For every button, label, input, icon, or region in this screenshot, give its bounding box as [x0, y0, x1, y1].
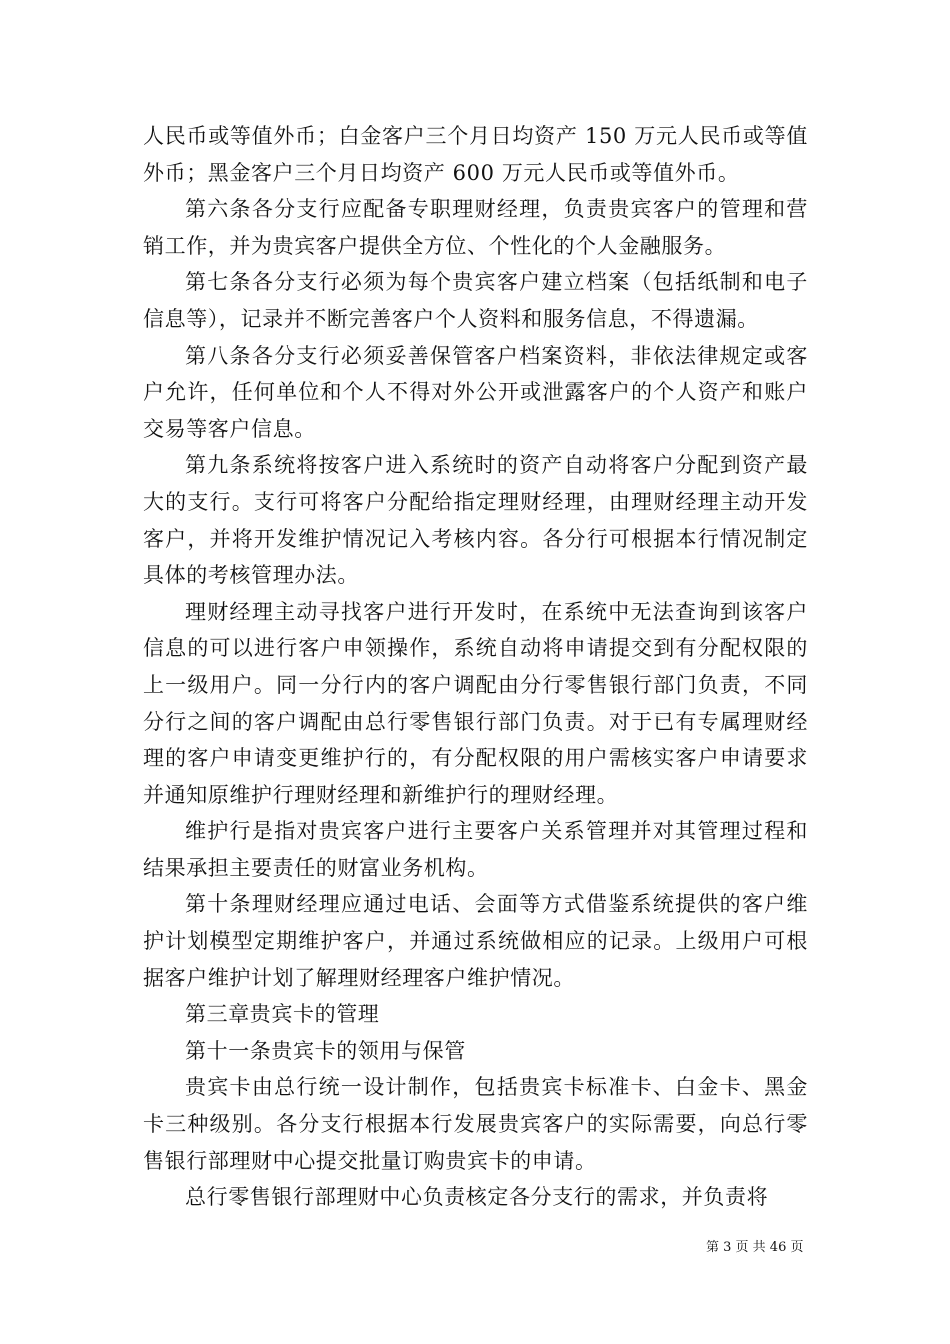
paragraph-vip-card-approval: 总行零售银行部理财中心负责核定各分支行的需求，并负责将: [185, 1185, 769, 1210]
page-number-footer: 第 3 页 共 46 页: [706, 1240, 804, 1255]
chapter-heading: 第三章贵宾卡的管理: [185, 1002, 380, 1027]
paragraph-article-10: 第十条理财经理应通过电话、会面等方式借鉴系统提供的客户维护计划模型定期维护客户，并通过系统做相应的记录。上级用户可根据客户维护计划了解理财经理客户维护情况。: [143, 892, 808, 990]
paragraph-article-8: 第八条各分支行必须妥善保管客户档案资料，非依法律规定或客户允许，任何单位和个人不得对外公开或泄露客户的个人资产和账户交易等客户信息。: [143, 343, 808, 441]
paragraph-client-development: 理财经理主动寻找客户进行开发时，在系统中无法查询到该客户信息的可以进行客户申领操作，系统自动将申请提交到有分配权限的上一级用户。同一分行内的客户调配由分行零售银行部门负责，不同分行之间的客户调配由总行零售银行部门负责。对于已有专属理财经理的客户申请变更维护行的，有分配权限的用户需核实客户申请要求并通知原维护行理财经理和新维护行的理财经理。: [143, 599, 808, 807]
paragraph-vip-card-design: 贵宾卡由总行统一设计制作，包括贵宾卡标准卡、白金卡、黑金卡三种级别。各分支行根据本行发展贵宾客户的实际需要，向总行零售银行部理财中心提交批量订购贵宾卡的申请。: [143, 1075, 808, 1173]
paragraph-article-6: 第六条各分支行应配备专职理财经理，负责贵宾客户的管理和营销工作，并为贵宾客户提供全方位、个性化的个人金融服务。: [143, 197, 808, 258]
paragraph-continuation: 人民币或等值外币；白金客户三个月日均资产 150 万元人民币或等值外币；黑金客户三个月日均资产 600 万元人民币或等值外币。: [143, 124, 808, 185]
paragraph-article-7: 第七条各分支行必须为每个贵宾客户建立档案（包括纸制和电子信息等），记录并不断完善客户个人资料和服务信息，不得遗漏。: [143, 270, 808, 331]
paragraph-maintenance-branch: 维护行是指对贵宾客户进行主要客户关系管理并对其管理过程和结果承担主要责任的财富业务机构。: [143, 819, 808, 880]
article-11-heading: 第十一条贵宾卡的领用与保管: [185, 1038, 466, 1063]
document-body: [143, 118, 808, 1216]
paragraph-article-9: 第九条系统将按客户进入系统时的资产自动将客户分配到资产最大的支行。支行可将客户分配给指定理财经理，由理财经理主动开发客户，并将开发维护情况记入考核内容。各分行可根据本行情况制定具体的考核管理办法。: [143, 453, 808, 588]
